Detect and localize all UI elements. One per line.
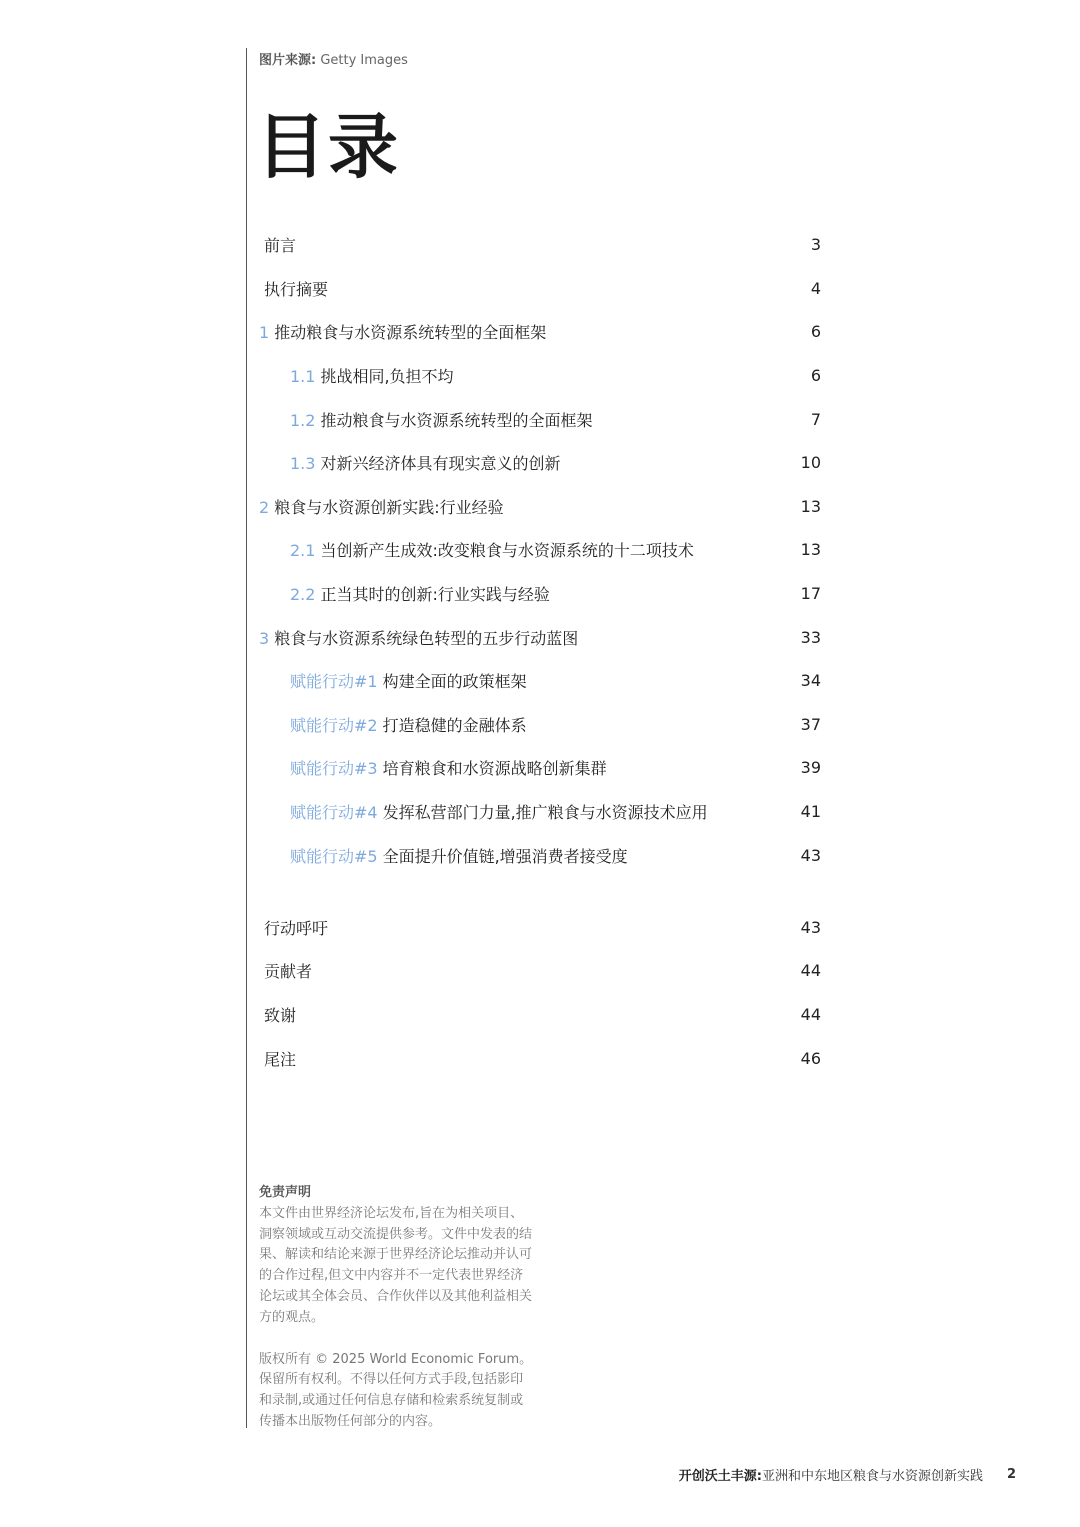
copyright-notice: 版权所有 © 2025 World Economic Forum。保留所有权利。不得以任何方式手段,包括影印和录制,或通过任何信息存储和检索系统复制或传播本出版物任何部分的内容。 [259,1351,533,1429]
toc-label: 赋能行动#4 发挥私营部门力量,推广粮食与水资源技术应用 [290,803,708,823]
toc-item-section-2-2[interactable] [259,572,821,616]
vertical-rule [246,48,247,1428]
toc-label: 赋能行动#5 全面提升价值链,增强消费者接受度 [290,846,628,866]
toc-page: 10 [800,453,821,473]
toc-page: 41 [800,802,821,822]
toc-page: 13 [800,540,821,560]
toc-item-section-2-1[interactable] [259,528,821,572]
toc-page: 43 [800,917,821,937]
toc-item-foreword[interactable] [259,223,821,267]
disclaimer-body: 本文件由世界经济论坛发布,旨在为相关项目、洞察领域或互动交流提供参考。文件中发表的结果、解读和结论来源于世界经济论坛推动并认可的合作过程,但文中内容并不一定代表世界经济论坛或其全体会员、合作伙伴以及其他利益相关方的观点。 [259,1205,533,1325]
page-number: 2 [1006,1467,1016,1482]
toc-item-section-1-2[interactable] [259,397,821,441]
toc-label: 赋能行动#2 打造稳健的金融体系 [290,715,527,735]
toc-label: 2.1 当创新产生成效:改变粮食与水资源系统的十二项技术 [290,541,694,561]
toc-page: 44 [800,1004,821,1024]
toc-page: 33 [800,627,821,647]
toc-page: 39 [800,758,821,778]
toc-page: 3 [810,235,821,255]
footer-report-subtitle: 亚洲和中东地区粮食与水资源创新实践 [761,1469,983,1484]
toc-label: 赋能行动#1 构建全面的政策框架 [290,672,527,692]
toc-page: 34 [800,671,821,691]
toc-item-action-5[interactable] [259,833,821,877]
disclaimer-block [259,1183,534,1433]
toc-item-chapter-2[interactable] [259,485,821,529]
toc-page: 6 [810,322,821,342]
toc-item-acknowledgements[interactable] [259,993,821,1037]
toc-item-chapter-3[interactable] [259,615,821,659]
toc-item-call-to-action[interactable] [259,906,821,950]
toc-label: 1.2 推动粮食与水资源系统转型的全面框架 [290,410,593,430]
toc-label: 1 推动粮食与水资源系统转型的全面框架 [259,323,547,343]
toc-label: 赋能行动#3 培育粮食和水资源战略创新集群 [290,759,607,779]
toc-item-section-1-1[interactable] [259,354,821,398]
toc-label: 3 粮食与水资源系统绿色转型的五步行动蓝图 [259,628,579,648]
toc-label: 1.3 对新兴经济体具有现实意义的创新 [290,454,561,474]
toc-page: 6 [810,366,821,386]
toc-page: 44 [800,961,821,981]
toc-item-executive-summary[interactable] [259,267,821,311]
image-credit [259,49,408,68]
page-title: 目录 [256,106,400,188]
toc-item-action-3[interactable] [259,746,821,790]
table-of-contents [259,223,821,1080]
toc-page: 13 [800,496,821,516]
toc-label: 2 粮食与水资源创新实践:行业经验 [259,497,504,517]
toc-item-section-1-3[interactable] [259,441,821,485]
toc-page: 37 [800,714,821,734]
toc-item-contributors[interactable] [259,949,821,993]
toc-label: 执行摘要 [264,279,329,299]
toc-label: 行动呼吁 [264,918,329,938]
toc-label: 贡献者 [264,962,313,982]
toc-label: 尾注 [264,1049,297,1069]
toc-item-action-2[interactable] [259,703,821,747]
toc-label: 前言 [264,236,297,256]
image-credit-label: 图片来源: [259,53,317,68]
disclaimer-heading: 免责声明 [259,1185,312,1200]
toc-page: 7 [810,409,821,429]
image-credit-value: Getty Images [320,53,408,68]
toc-item-action-1[interactable] [259,659,821,703]
toc-label: 2.2 正当其时的创新:行业实践与经验 [290,585,550,605]
toc-item-chapter-1[interactable] [259,310,821,354]
toc-page: 43 [800,845,821,865]
toc-page: 46 [800,1048,821,1068]
toc-page: 4 [810,278,821,298]
toc-page: 17 [800,584,821,604]
toc-label: 1.1 挑战相同,负担不均 [290,367,454,387]
toc-item-endnotes[interactable] [259,1036,821,1080]
page-footer [679,1465,1016,1484]
toc-item-action-4[interactable] [259,790,821,834]
footer-report-title: 开创沃土丰源: [678,1469,762,1484]
toc-label: 致谢 [264,1005,297,1025]
